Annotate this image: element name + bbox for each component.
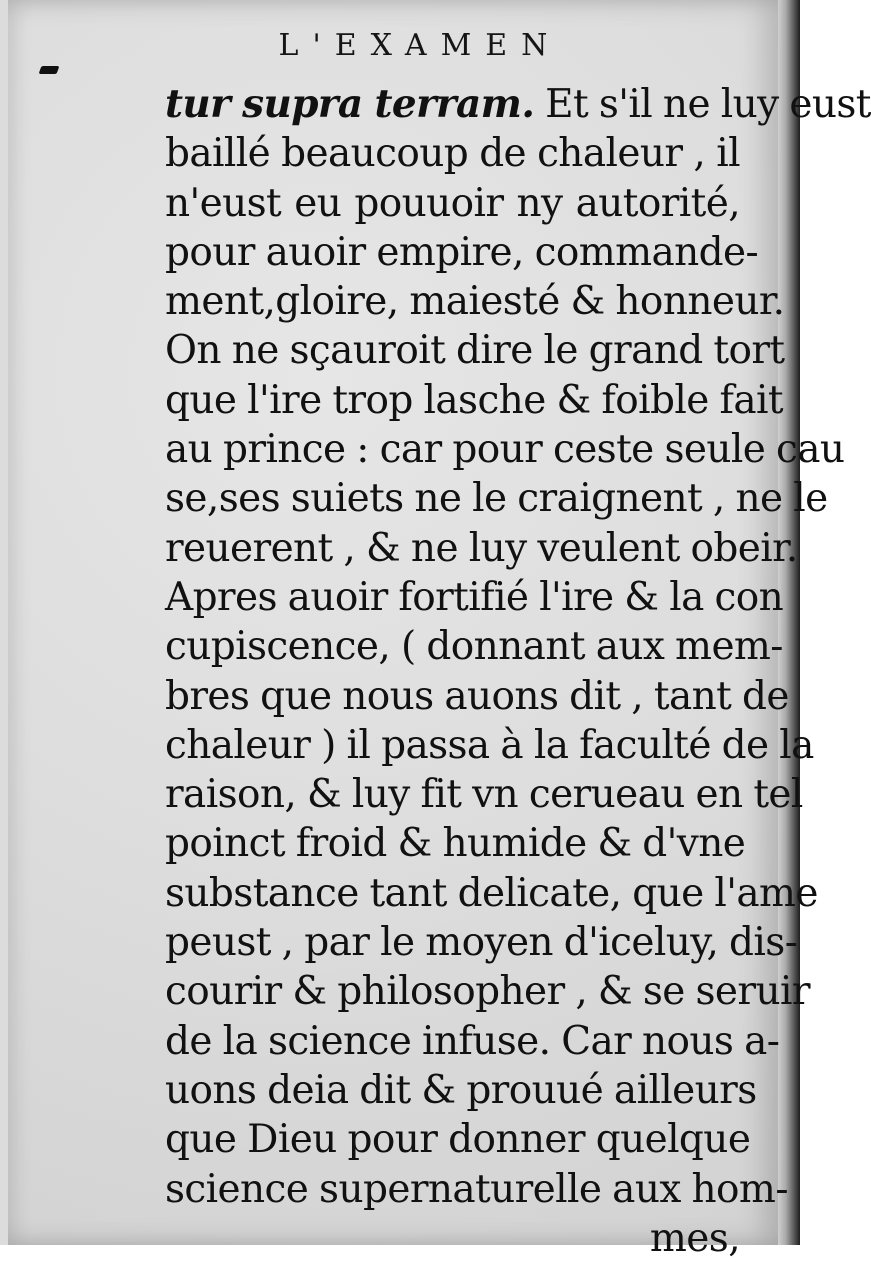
text-line (165, 376, 783, 425)
catchword-line (165, 1214, 740, 1263)
line-text: au prince : car pour ceste seule cau (165, 427, 845, 473)
text-line (165, 918, 798, 967)
text-line (165, 80, 871, 129)
line-text: pour auoir empire, commande- (165, 229, 759, 275)
text-line (165, 425, 845, 474)
line-text: que Dieu pour donner quelque (165, 1117, 751, 1163)
line-text: chaleur ) il passa à la faculté de la (165, 722, 814, 768)
text-line (165, 277, 785, 326)
text-line (165, 228, 759, 277)
line-text: peust , par le moyen d'iceluy, dis- (165, 920, 798, 966)
text-line (165, 179, 740, 228)
line-text: courir & philosopher , & se seruir (165, 969, 810, 1015)
line-text: Et s'il ne luy eust (534, 82, 871, 127)
text-line (165, 326, 785, 375)
text-line (165, 967, 810, 1016)
margin-ink-mark (39, 66, 60, 74)
text-line (165, 524, 798, 573)
text-line (165, 869, 818, 918)
line-text: reuerent , & ne luy veulent obeir. (165, 525, 798, 571)
line-text: bres que nous auons dit , tant de (165, 673, 789, 719)
text-line (165, 672, 789, 721)
text-line (165, 770, 803, 819)
line-text: mes, (649, 1215, 740, 1261)
text-line (165, 721, 814, 770)
text-line (165, 1066, 757, 1115)
page-edge-shadow (778, 0, 800, 1245)
text-line (165, 1115, 751, 1164)
line-text: cupiscence, ( donnant aux mem- (165, 624, 783, 670)
text-line (165, 474, 828, 523)
line-text: Apres auoir fortifié l'ire & la con (165, 574, 784, 620)
text-line (165, 1017, 780, 1066)
line-text: uons deia dit & prouué ailleurs (165, 1067, 757, 1113)
line-text: que l'ire trop lasche & foible fait (165, 377, 783, 423)
text-line (165, 622, 783, 671)
text-line (165, 1165, 788, 1214)
line-text: baillé beaucoup de chaleur , il (165, 131, 740, 177)
body-text (165, 80, 871, 1263)
line-text: poinct froid & humide & d'vne (165, 821, 746, 867)
line-text: n'eust eu pouuoir ny autorité, (165, 180, 740, 226)
text-line (165, 573, 784, 622)
line-text: de la science infuse. Car nous a- (165, 1018, 780, 1064)
line-text: se,ses suiets ne le craignent , ne le (165, 476, 828, 522)
line-text: science supernaturelle aux hom- (165, 1166, 788, 1212)
running-head: L'EXAMEN (278, 28, 562, 63)
text-line (165, 129, 740, 178)
text-line (165, 819, 746, 868)
line-text: raison, & luy fit vn cerueau en tel (165, 772, 803, 818)
line-text: On ne sçauroit dire le grand tort (165, 328, 785, 374)
latin-phrase: tur supra terram. (165, 81, 535, 127)
line-text: ment,gloire, maiesté & honneur. (165, 279, 785, 325)
line-text: substance tant delicate, que l'ame (165, 870, 818, 916)
